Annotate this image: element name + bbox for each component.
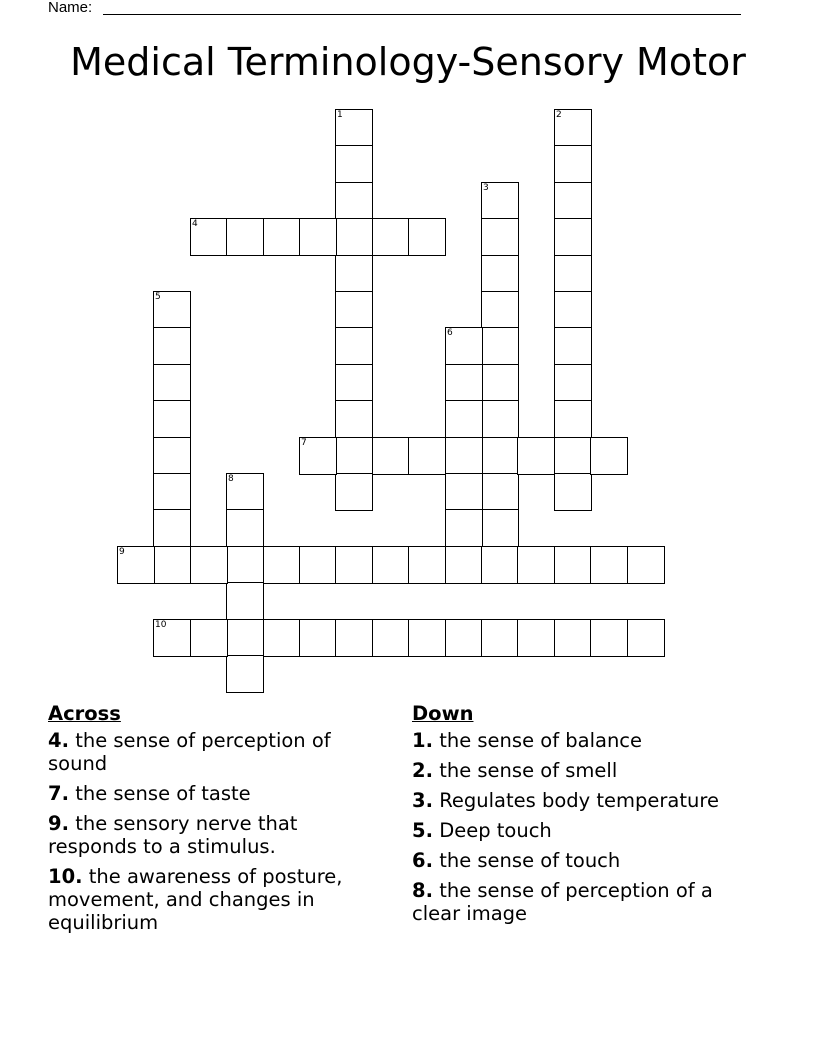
clue-number: 10.	[48, 865, 83, 888]
cell-number: 10	[155, 620, 167, 630]
grid-cell[interactable]	[226, 546, 264, 584]
grid-cell[interactable]	[263, 218, 301, 256]
grid-cell[interactable]	[554, 291, 592, 329]
grid-cell[interactable]	[517, 546, 555, 584]
clue-down-8	[412, 879, 752, 925]
down-clues	[412, 702, 752, 932]
grid-cell[interactable]	[481, 400, 519, 438]
clue-text: the sense of smell	[439, 759, 618, 782]
clue-number: 2.	[412, 759, 433, 782]
grid-cell[interactable]	[335, 364, 373, 402]
grid-cell[interactable]	[481, 473, 519, 511]
down-heading: Down	[412, 702, 474, 725]
page-title: Medical Terminology-Sensory Motor	[70, 40, 746, 84]
clue-across-9	[48, 812, 388, 858]
clue-down-3	[412, 789, 752, 812]
grid-cell[interactable]	[627, 619, 665, 657]
clue-text: the sense of touch	[439, 849, 621, 872]
grid-cell[interactable]	[554, 109, 592, 147]
grid-cell[interactable]	[517, 437, 555, 475]
clue-text: the awareness of posture, movement, and changes in equilibrium	[48, 865, 343, 934]
grid-cell[interactable]	[335, 182, 373, 220]
grid-cell[interactable]	[445, 509, 483, 547]
grid-cell[interactable]	[299, 437, 337, 475]
grid-cell[interactable]	[263, 546, 301, 584]
grid-cell[interactable]	[226, 218, 264, 256]
grid-cell[interactable]	[335, 145, 373, 183]
grid-cell[interactable]	[153, 327, 191, 365]
grid-cell[interactable]	[590, 437, 628, 475]
clue-text: the sense of balance	[439, 729, 643, 752]
grid-cell[interactable]	[372, 546, 410, 584]
grid-cell[interactable]	[372, 218, 410, 256]
name-label: Name:	[48, 0, 93, 16]
clue-text: Deep touch	[439, 819, 552, 842]
clue-down-1	[412, 729, 752, 752]
grid-cell[interactable]	[408, 546, 446, 584]
grid-cell[interactable]	[335, 400, 373, 438]
grid-cell[interactable]	[627, 546, 665, 584]
grid-cell[interactable]	[226, 655, 264, 693]
grid-cell[interactable]	[445, 619, 483, 657]
grid-cell[interactable]	[554, 145, 592, 183]
grid-cell[interactable]	[190, 619, 228, 657]
grid-cell[interactable]	[554, 437, 592, 475]
grid-cell[interactable]	[554, 182, 592, 220]
grid-cell[interactable]	[153, 437, 191, 475]
grid-cell[interactable]	[335, 255, 373, 293]
cell-number: 5	[155, 292, 161, 302]
grid-cell[interactable]	[408, 218, 446, 256]
clue-text: the sensory nerve that responds to a stimulus.	[48, 812, 298, 858]
cell-number: 2	[556, 110, 562, 120]
grid-cell[interactable]	[408, 619, 446, 657]
grid-cell[interactable]	[335, 473, 373, 511]
grid-cell[interactable]	[335, 109, 373, 147]
grid-cell[interactable]	[372, 437, 410, 475]
clue-across-4	[48, 729, 388, 775]
clue-down-5	[412, 819, 752, 842]
clue-number: 6.	[412, 849, 433, 872]
clue-across-10	[48, 865, 388, 934]
grid-cell[interactable]	[408, 437, 446, 475]
grid-cell[interactable]	[335, 218, 373, 256]
clue-number: 9.	[48, 812, 69, 835]
grid-cell[interactable]	[481, 182, 519, 220]
grid-cell[interactable]	[445, 546, 483, 584]
grid-cell[interactable]	[554, 255, 592, 293]
grid-cell[interactable]	[153, 546, 191, 584]
grid-cell[interactable]	[263, 619, 301, 657]
grid-cell[interactable]	[335, 619, 373, 657]
grid-cell[interactable]	[226, 473, 264, 511]
cell-number: 7	[301, 438, 307, 448]
grid-cell[interactable]	[554, 619, 592, 657]
cell-number: 4	[192, 219, 198, 229]
grid-cell[interactable]	[554, 473, 592, 511]
grid-cell[interactable]	[481, 509, 519, 547]
grid-cell[interactable]	[153, 619, 191, 657]
cell-number: 9	[119, 547, 125, 557]
across-clues	[48, 702, 388, 941]
grid-cell[interactable]	[153, 291, 191, 329]
grid-cell[interactable]	[335, 291, 373, 329]
clue-text: Regulates body temperature	[439, 789, 719, 812]
grid-cell[interactable]	[445, 364, 483, 402]
grid-cell[interactable]	[481, 255, 519, 293]
grid-cell[interactable]	[554, 327, 592, 365]
grid-cell[interactable]	[226, 582, 264, 620]
grid-cell[interactable]	[445, 473, 483, 511]
grid-cell[interactable]	[481, 437, 519, 475]
clue-number: 1.	[412, 729, 433, 752]
cell-number: 6	[447, 328, 453, 338]
across-heading: Across	[48, 702, 121, 725]
grid-cell[interactable]	[554, 364, 592, 402]
grid-cell[interactable]	[517, 619, 555, 657]
grid-cell[interactable]	[481, 364, 519, 402]
grid-cell[interactable]	[590, 546, 628, 584]
cell-number: 3	[483, 183, 489, 193]
grid-cell[interactable]	[445, 437, 483, 475]
grid-cell[interactable]	[481, 327, 519, 365]
grid-cell[interactable]	[190, 546, 228, 584]
grid-cell[interactable]	[554, 400, 592, 438]
clue-number: 7.	[48, 782, 69, 805]
grid-cell[interactable]	[299, 619, 337, 657]
clue-number: 5.	[412, 819, 433, 842]
grid-cell[interactable]	[117, 546, 155, 584]
grid-cell[interactable]	[153, 509, 191, 547]
clue-number: 3.	[412, 789, 433, 812]
grid-cell[interactable]	[445, 400, 483, 438]
grid-cell[interactable]	[481, 218, 519, 256]
clue-text: the sense of perception of a clear image	[412, 879, 713, 925]
grid-cell[interactable]	[481, 619, 519, 657]
clue-down-2	[412, 759, 752, 782]
grid-cell[interactable]	[445, 327, 483, 365]
cell-number: 1	[337, 110, 343, 120]
grid-cell[interactable]	[481, 546, 519, 584]
grid-cell[interactable]	[481, 291, 519, 329]
grid-cell[interactable]	[554, 218, 592, 256]
grid-cell[interactable]	[335, 546, 373, 584]
clue-down-6	[412, 849, 752, 872]
clue-number: 4.	[48, 729, 69, 752]
grid-cell[interactable]	[335, 437, 373, 475]
grid-cell[interactable]	[590, 619, 628, 657]
clue-text: the sense of taste	[75, 782, 251, 805]
grid-cell[interactable]	[299, 218, 337, 256]
grid-cell[interactable]	[190, 218, 228, 256]
grid-cell[interactable]	[153, 364, 191, 402]
clue-text: the sense of perception of sound	[48, 729, 331, 775]
grid-cell[interactable]	[335, 327, 373, 365]
clue-across-7	[48, 782, 388, 805]
grid-cell[interactable]	[226, 509, 264, 547]
grid-cell[interactable]	[299, 546, 337, 584]
clue-number: 8.	[412, 879, 433, 902]
grid-cell[interactable]	[153, 473, 191, 511]
grid-cell[interactable]	[226, 619, 264, 657]
grid-cell[interactable]	[372, 619, 410, 657]
grid-cell[interactable]	[153, 400, 191, 438]
cell-number: 8	[228, 474, 234, 484]
grid-cell[interactable]	[554, 546, 592, 584]
